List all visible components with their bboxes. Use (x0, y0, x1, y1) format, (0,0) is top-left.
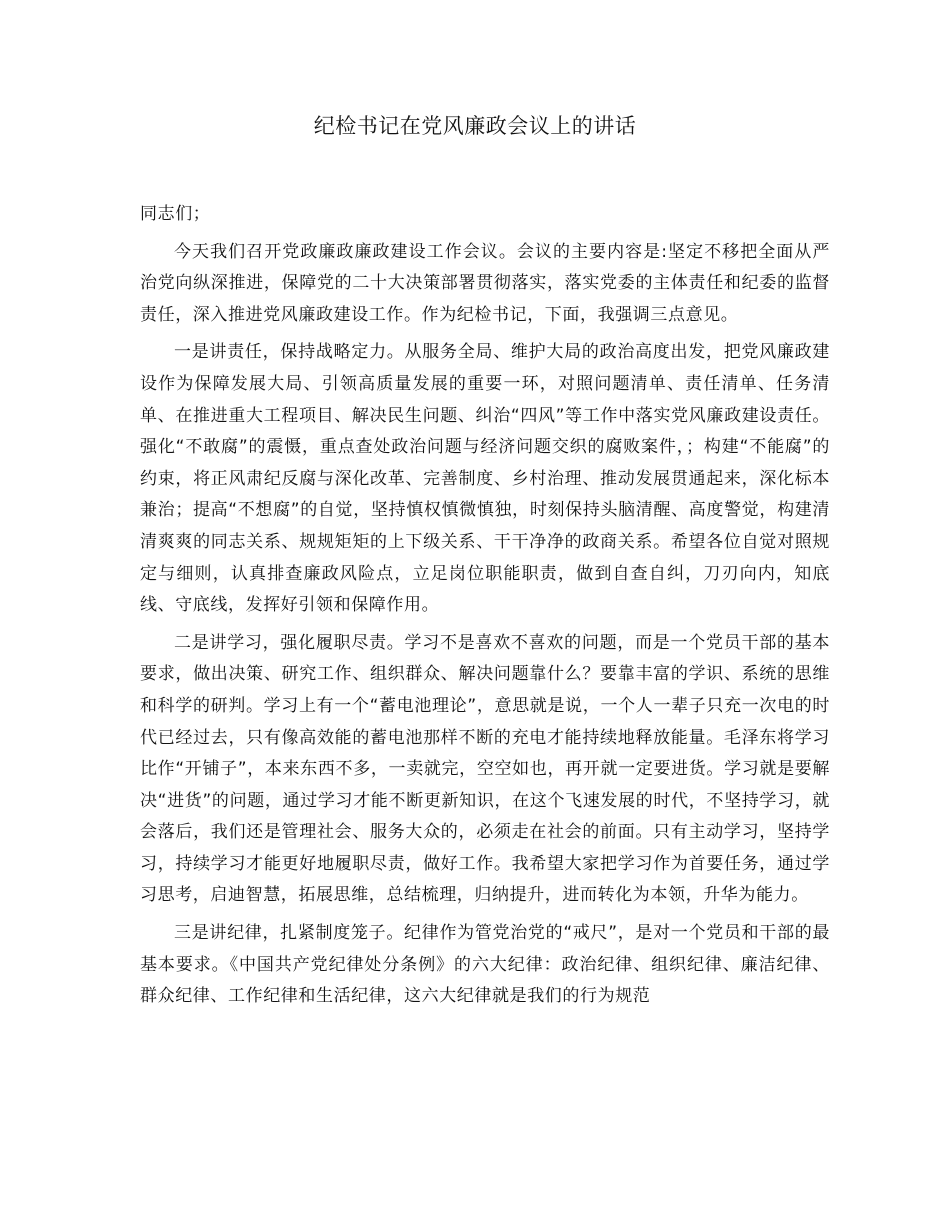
greeting-line: 同志们； (140, 204, 211, 224)
paragraph-intro: 今天我们召开党政廉政廉政建设工作会议。会议的主要内容是:坚定不移把全面从严治党向纵深推进，保障党的二十大决策部署贯彻落实，落实党委的主体责任和纪委的监督责任，深入推进党风廉政建设工作。作为纪检书记，下面，我强调三点意见。 (140, 241, 830, 325)
document-body (140, 199, 830, 1019)
paragraph-discipline: 三是讲纪律，扎紧制度笼子。纪律作为管党治党的“戒尺”，是对一个党员和干部的最基本要求。《中国共产党纪律处分条例》的六大纪律：政治纪律、组织纪律、廉洁纪律、群众纪律、工作纪律和生活纪律，这六大纪律就是我们的行为规范 (140, 923, 830, 1007)
document-title: 纪检书记在党风廉政会议上的讲话 (313, 114, 637, 138)
paragraph-responsibility: 一是讲责任，保持战略定力。从服务全局、维护大局的政治高度出发，把党风廉政建设作为保障发展大局、引领高质量发展的重要一环，对照问题清单、责任清单、任务清单、在推进重大工程项目、解决民生问题、纠治“四风”等工作中落实党风廉政建设责任。强化“不敢腐”的震慑，重点查处政治问题与经济问题交织的腐败案件，；构建“不能腐”的约束，将正风肃纪反腐与深化改革、完善制度、乡村治理、推动发展贯通起来，深化标本兼治；提高“不想腐”的自觉，坚持慎权慎微慎独，时刻保持头脑清醒、高度警觉，构建清清爽爽的同志关系、规规矩矩的上下级关系、干干净净的政商关系。希望各位自觉对照规定与细则，认真排查廉政风险点，立足岗位职能职责，做到自查自纠，刀刃向内，知底线、守底线，发挥好引领和保障作用。 (140, 342, 830, 616)
paragraph-learning: 二是讲学习，强化履职尽责。学习不是喜欢不喜欢的问题，而是一个党员干部的基本要求，做出决策、研究工作、组织群众、解决问题靠什么？要靠丰富的学识、系统的思维和科学的研判。学习上有一个“蓄电池理论”，意思就是说，一个人一辈子只充一次电的时代已经过去，只有像高效能的蓄电池那样不断的充电才能持续地释放能量。毛泽东将学习比作“开铺子”，本来东西不多，一卖就完，空空如也，再开就一定要进货。学习就是要解决“进货”的问题，通过学习才能不断更新知识，在这个飞速发展的时代，不坚持学习，就会落后，我们还是管理社会、服务大众的，必须走在社会的前面。只有主动学习，坚持学习，持续学习才能更好地履职尽责，做好工作。我希望大家把学习作为首要任务，通过学习思考，启迪智慧，拓展思维，总结梳理，归纳提升，进而转化为本领，升华为能力。 (140, 632, 830, 906)
